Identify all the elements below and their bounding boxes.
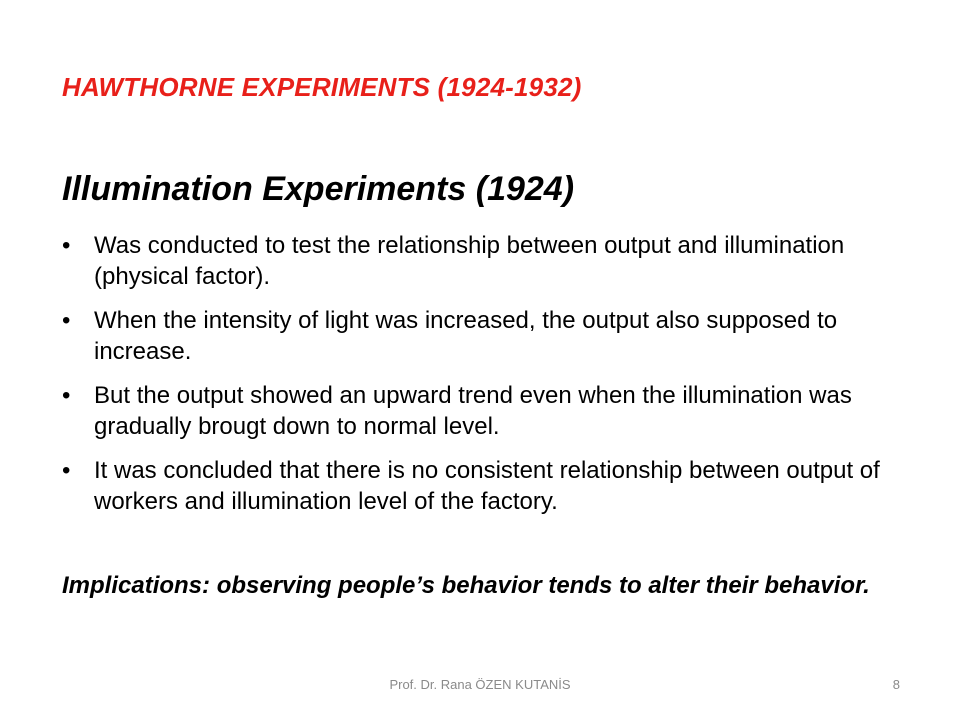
bullet-icon: •	[62, 232, 71, 259]
bullet-item	[62, 380, 892, 442]
bullet-text: It was concluded that there is no consistent relationship between output of workers and illumination level of the factory.	[94, 457, 880, 515]
bullet-icon: •	[62, 457, 71, 484]
slide-subtitle: Illumination Experiments (1924)	[62, 170, 575, 208]
bullet-item	[62, 230, 892, 292]
bullet-item	[62, 305, 892, 367]
bullet-icon: •	[62, 307, 71, 334]
footer-author: Prof. Dr. Rana ÖZEN KUTANİS	[389, 677, 571, 692]
bullet-text: Was conducted to test the relationship between output and illumination (physical factor).	[94, 232, 845, 290]
bullet-list	[62, 230, 892, 530]
bullet-text: But the output showed an upward trend even when the illumination was gradually brougt down to normal level.	[94, 382, 852, 440]
page-number: 8	[892, 677, 900, 692]
bullet-text: When the intensity of light was increased, the output also supposed to increase.	[94, 307, 838, 365]
bullet-icon: •	[62, 382, 71, 409]
implications-text: Implications: observing people’s behavior tends to alter their behavior.	[62, 572, 870, 599]
bullet-item	[62, 455, 892, 517]
slide-title: HAWTHORNE EXPERIMENTS (1924-1932)	[62, 72, 582, 102]
